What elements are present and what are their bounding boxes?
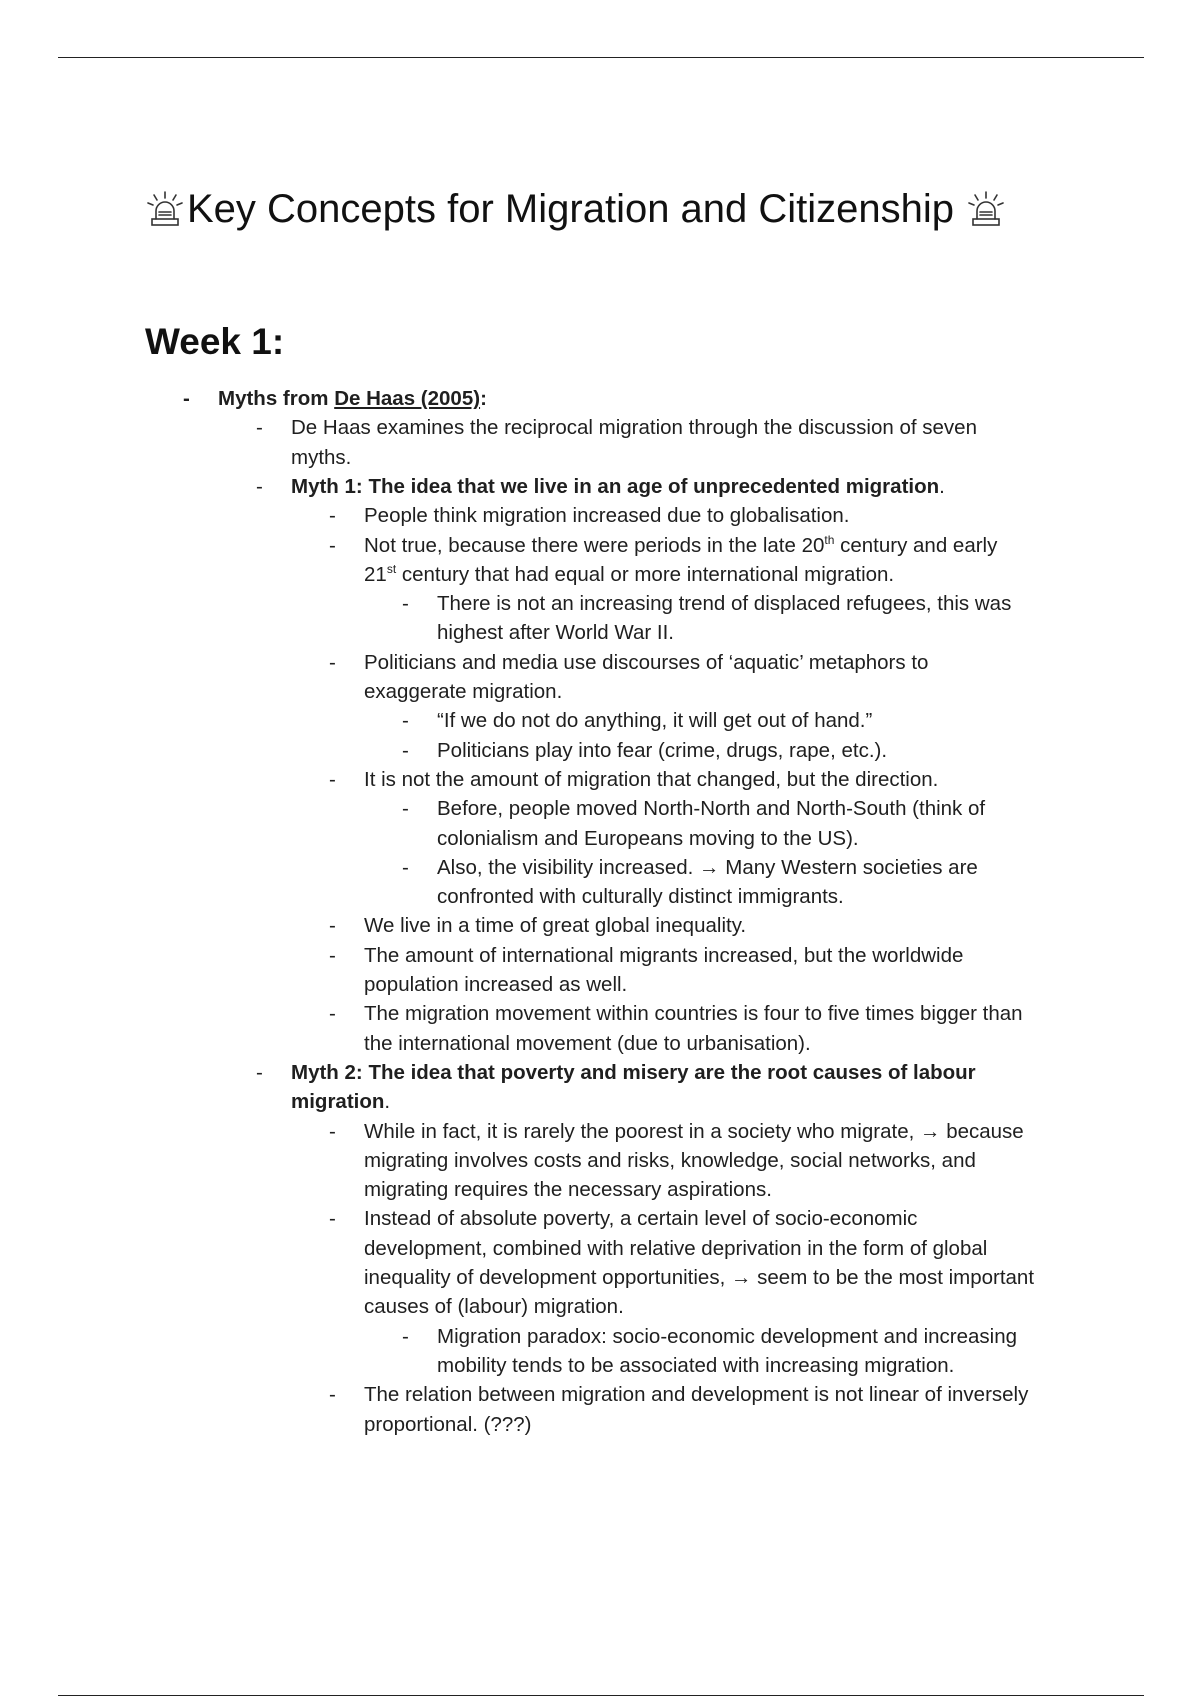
- line-text: causes of (labour) migration.: [364, 1295, 624, 1319]
- bullet-dash: -: [256, 416, 263, 440]
- bullet-dash: -: [256, 474, 263, 498]
- outline-line: [364, 1117, 1024, 1146]
- outline-line: [291, 1058, 976, 1087]
- outline-line: [364, 648, 928, 677]
- outline-line: [364, 1410, 532, 1439]
- title-text: Key Concepts for Migration and Citizenship: [187, 187, 955, 231]
- outline-line: [364, 1029, 811, 1058]
- bullet-dash: -: [402, 1324, 409, 1348]
- line-text: .: [939, 474, 945, 498]
- line-text: De Haas (2005): [334, 387, 481, 410]
- line-text: People think migration increased due to globalisation.: [364, 504, 850, 528]
- outline-line: [364, 1292, 624, 1321]
- bullet-dash: -: [329, 914, 336, 938]
- outline-line: [364, 970, 627, 999]
- outline-line: [291, 1087, 390, 1116]
- outline-line: [437, 824, 859, 853]
- line-text: migration: [291, 1090, 385, 1114]
- line-text: migrating involves costs and risks, knowledge, social networks, and: [364, 1148, 976, 1172]
- line-text: Politicians and media use discourses of ‘aquatic’ metaphors to: [364, 650, 929, 674]
- bullet-dash: -: [329, 1383, 336, 1407]
- bullet-dash: -: [256, 1060, 263, 1084]
- outline-line: [364, 1146, 976, 1175]
- outline-line: [437, 794, 985, 823]
- line-text: Instead of absolute poverty, a certain level of socio-economic: [364, 1207, 918, 1231]
- line-text: highest after World War II.: [437, 621, 674, 645]
- bullet-dash: -: [329, 1119, 336, 1143]
- line-text: There is not an increasing trend of displaced refugees, this was: [437, 592, 1012, 616]
- outline-line: [437, 589, 1011, 618]
- line-text: 21: [364, 562, 387, 586]
- outline-line: [291, 443, 351, 472]
- bottom-rule: [58, 1695, 1144, 1696]
- outline-line: [364, 1175, 772, 1204]
- outline-line: [364, 1263, 1034, 1292]
- line-text: development, combined with relative deprivation in the form of global: [364, 1236, 988, 1260]
- line-text: We live in a time of great global inequality.: [364, 914, 747, 938]
- line-text: Not true, because there were periods in the late 20: [364, 533, 825, 557]
- bullet-dash: -: [402, 855, 409, 879]
- bullet-dash: -: [329, 767, 336, 791]
- outline-line: [437, 853, 978, 882]
- line-text: .: [384, 1090, 391, 1114]
- outline-line: [364, 941, 963, 970]
- outline-line: [437, 882, 844, 911]
- outline-line: [364, 560, 894, 589]
- line-text: proportional. (???): [364, 1412, 532, 1436]
- outline-line: [437, 1322, 1017, 1351]
- bullet-dash: -: [329, 504, 336, 528]
- line-text: :: [480, 387, 487, 410]
- line-text: inequality of development opportunities, → seem to be the most important: [364, 1266, 1035, 1289]
- bullet-dash: -: [329, 533, 336, 557]
- line-text: De Haas examines the reciprocal migration through the discussion of seven: [291, 416, 977, 440]
- line-text: confronted with culturally distinct immigrants.: [437, 885, 844, 909]
- outline-line: [364, 1380, 1028, 1409]
- outline-line: [437, 1351, 954, 1380]
- outline-line: [364, 531, 997, 560]
- line-text: Myth 2: The idea that poverty and misery are the root causes of labour: [291, 1060, 976, 1084]
- line-text: population increased as well.: [364, 973, 628, 996]
- line-text: Before, people moved North-North and North-South (think of: [437, 797, 986, 821]
- outline-line: [218, 384, 487, 413]
- line-text: The relation between migration and development is not linear of inversely: [364, 1383, 1029, 1407]
- bullet-dash: -: [329, 943, 336, 967]
- line-text: The amount of international migrants increased, but the worldwide: [364, 943, 964, 967]
- outline-line: [437, 736, 887, 765]
- alarm-light-icon: [966, 189, 1006, 229]
- line-text: mobility tends to be associated with increasing migration.: [437, 1353, 955, 1377]
- outline-line: [437, 706, 872, 735]
- outline-line: [364, 501, 849, 530]
- outline-line: [364, 677, 562, 706]
- line-text: migrating requires the necessary aspirations.: [364, 1178, 772, 1202]
- line-text: st: [386, 561, 397, 576]
- line-text: century and early: [834, 533, 998, 557]
- bullet-dash: -: [183, 387, 190, 410]
- line-text: colonialism and Europeans moving to the US).: [437, 826, 859, 850]
- bullet-dash: -: [402, 592, 409, 616]
- top-rule: [58, 57, 1144, 58]
- line-text: Myths from: [218, 387, 335, 410]
- line-text: Myth 1: The idea that we live in an age of unprecedented migration: [291, 474, 940, 498]
- bullet-dash: -: [329, 1002, 336, 1026]
- alarm-light-icon: [145, 189, 185, 229]
- line-text: exaggerate migration.: [364, 680, 563, 703]
- bullet-dash: -: [402, 709, 409, 733]
- bullet-dash: -: [329, 1207, 336, 1231]
- outline-line: [364, 765, 938, 794]
- outline-line: [437, 618, 674, 647]
- outline-line: [291, 472, 945, 501]
- outline-line: [364, 999, 1023, 1028]
- outline-line: [364, 1204, 917, 1233]
- line-text: The migration movement within countries is four to five times bigger than: [364, 1002, 1023, 1026]
- line-text: century that had equal or more international migration.: [396, 562, 895, 586]
- line-text: th: [824, 532, 835, 547]
- outline-line: [364, 1234, 987, 1263]
- line-text: Migration paradox: socio-economic development and increasing: [437, 1324, 1018, 1348]
- bullet-dash: -: [329, 650, 336, 674]
- line-text: “If we do not do anything, it will get out of hand.”: [437, 709, 873, 733]
- page-title: [145, 186, 1006, 232]
- outline-line: [291, 413, 977, 442]
- line-text: It is not the amount of migration that changed, but the direction.: [364, 767, 939, 791]
- line-text: myths.: [291, 445, 352, 469]
- line-text: the international movement (due to urbanisation).: [364, 1031, 811, 1055]
- line-text: While in fact, it is rarely the poorest in a society who migrate, → because: [364, 1119, 1024, 1143]
- outline-line: [364, 911, 746, 940]
- line-text: Also, the visibility increased. → Many Western societies are: [437, 855, 978, 879]
- line-text: Politicians play into fear (crime, drugs, rape, etc.).: [437, 738, 888, 762]
- bullet-dash: -: [402, 738, 409, 762]
- bullet-dash: -: [402, 797, 409, 821]
- week-heading: Week 1:: [145, 321, 285, 362]
